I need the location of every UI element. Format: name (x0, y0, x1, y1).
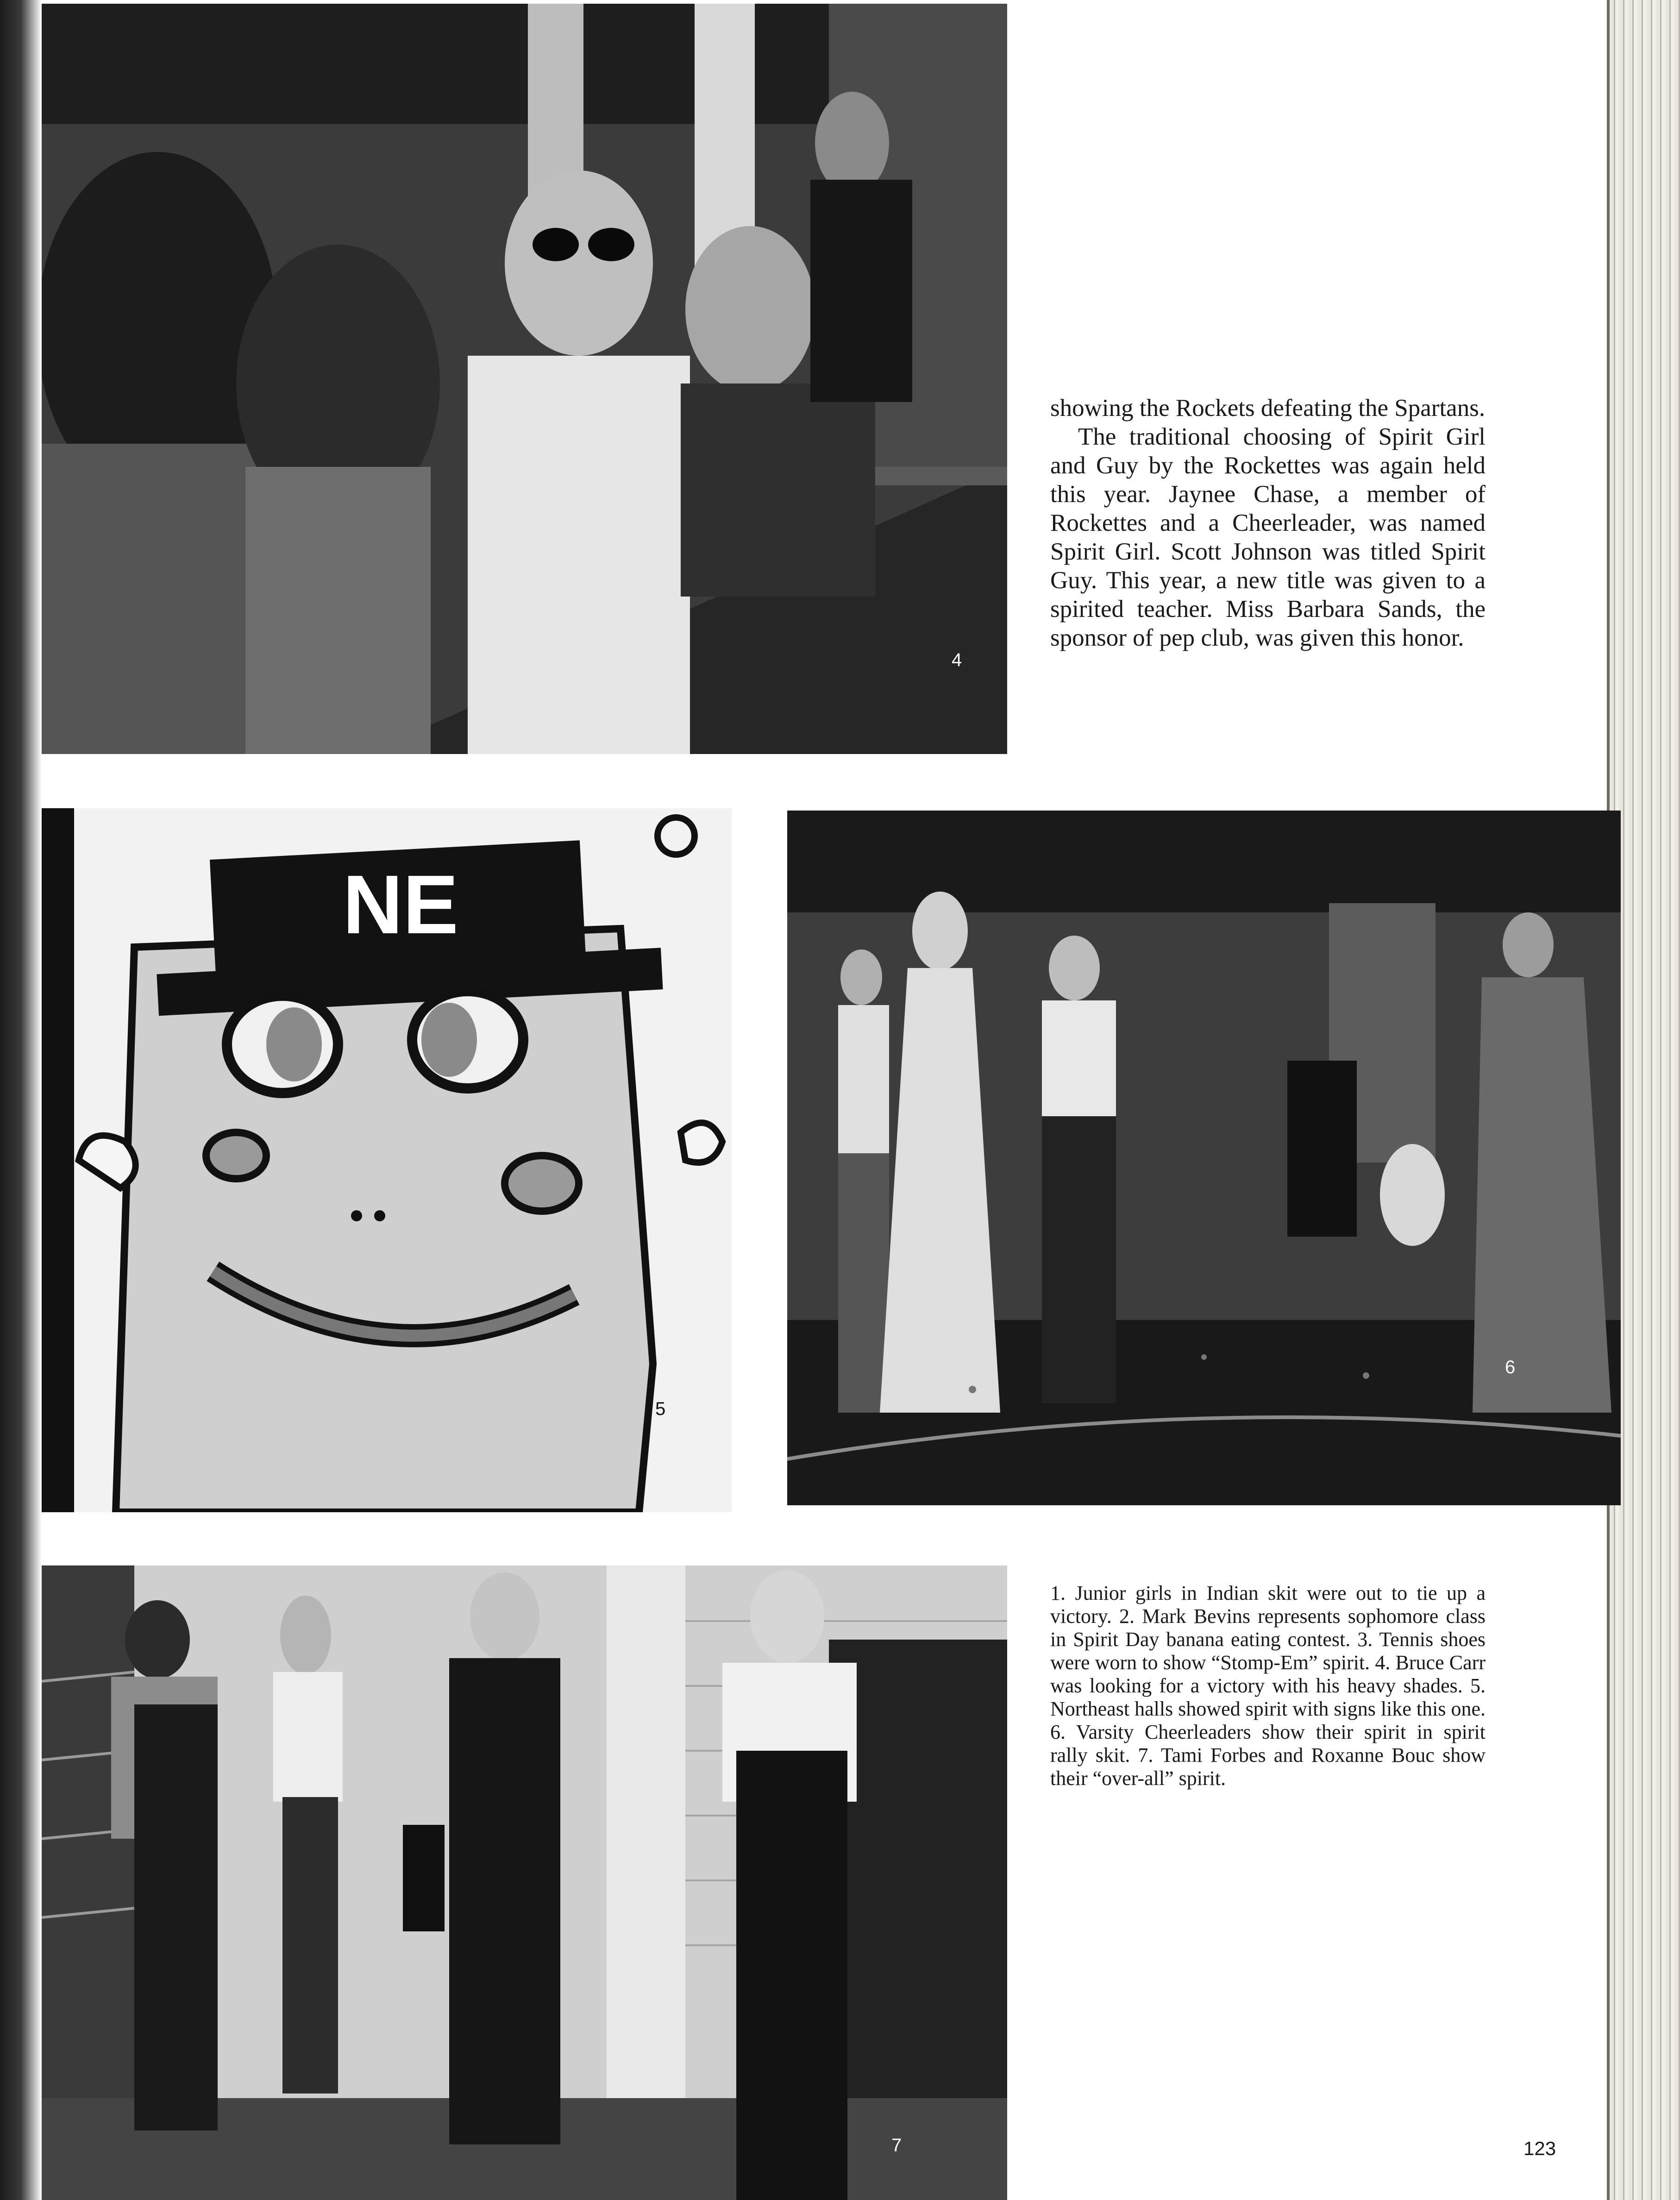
photo-cheerleader-skit (787, 811, 1621, 1505)
photo-number: 4 (952, 650, 962, 670)
article-paragraph-1: showing the Rockets defeating the Spartans. (1050, 395, 1486, 421)
article-paragraph-2: The traditional choosing of Spirit Girl and Guy by the Rockettes was again held this year. Jaynee Chase, a member of Rockettes and a Cheerleader, was named Spirit Girl. Scott Johnson was titled Spirit Guy. This year, a new title was given to a spirited teacher. Miss Barbara Sands, the sponsor of pep club, was given this honor. (1050, 423, 1486, 651)
sign-text: NE (343, 858, 459, 951)
photo-number: 7 (891, 2135, 902, 2156)
photo-number: 6 (1505, 1357, 1516, 1377)
photo-number: 5 (655, 1399, 666, 1419)
photo-captions: 1. Junior girls in Indian skit were out to tie up a victory. 2. Mark Bevins represents sophomore class in Spirit Day banana eating contest. 3. Tennis shoes were worn to show “Stomp-Em” spirit. 4. Bruce Carr was looking for a victory with his heavy shades. 5. Northeast halls showed spirit with signs like this one. 6. Varsity Cheerleaders show their spirit in spirit rally skit. 7. Tami Forbes and Roxanne Bouc show their “over-all” spirit. (1050, 1582, 1486, 1790)
gym-skit-illustration (787, 811, 1621, 1505)
photo-ne-hall-sign (42, 808, 732, 1512)
ne-sign-illustration (42, 808, 732, 1512)
page-number: 123 (1523, 2137, 1556, 2159)
article-text (1050, 394, 1486, 652)
photo-girls-in-overalls (42, 1565, 1007, 2200)
binding-shadow (0, 0, 42, 2200)
photo-students-at-table (42, 4, 1007, 754)
hallway-overalls-illustration (42, 1565, 1007, 2200)
photo-students-illustration (42, 4, 1007, 754)
